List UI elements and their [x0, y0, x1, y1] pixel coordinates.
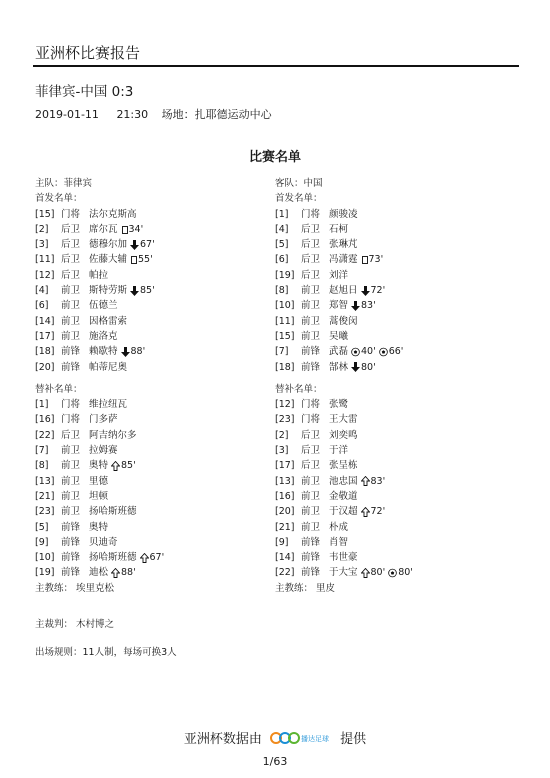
player-event-sub-out [351, 360, 376, 375]
player-position: 后卫 [61, 254, 81, 266]
player-position: 前锋 [301, 346, 321, 358]
player-position: 前卫 [301, 315, 321, 327]
player-event-sub-out [130, 237, 155, 252]
player-number: [10] [35, 552, 55, 564]
footer-credit [0, 728, 550, 750]
substituted-in-arrow-icon [361, 476, 370, 486]
substituted-in-arrow-icon [361, 568, 370, 578]
player-row [35, 520, 164, 535]
substituted-out-arrow-icon [351, 362, 360, 372]
player-number: [2] [35, 223, 49, 235]
player-row [275, 222, 413, 237]
player-name: 伍德兰 [89, 300, 118, 312]
player-name: 韦世豪 [329, 552, 358, 564]
page-number: 1/63 [262, 755, 288, 768]
player-event-sub-out [121, 344, 146, 359]
match-rules: 出场规则：11人制，每场可换3人 [35, 647, 177, 658]
player-row [35, 268, 164, 283]
player-name: 武磊 [329, 346, 349, 358]
player-row [35, 412, 164, 427]
header-divider [33, 65, 519, 67]
player-number: [19] [35, 567, 55, 579]
player-name: 扬哈斯班德 [89, 506, 137, 518]
player-name: 冯潇霆 [329, 254, 358, 266]
player-name: 王大雷 [329, 414, 358, 426]
player-number: [4] [275, 223, 289, 235]
player-event-yellow-card [361, 252, 384, 267]
player-number: [6] [275, 254, 289, 266]
player-number: [18] [275, 361, 295, 373]
player-event-sub-in [111, 565, 136, 580]
player-position: 前卫 [61, 315, 81, 327]
home-team-column [35, 176, 164, 596]
player-name: 奥特 [89, 521, 109, 533]
player-position: 前卫 [301, 285, 321, 297]
event-minute: 85' [121, 460, 136, 472]
player-name: 蒿俊闵 [329, 315, 358, 327]
player-name: 拉姆赛 [89, 445, 118, 457]
player-row [275, 207, 413, 222]
player-position: 前锋 [301, 567, 321, 579]
player-row [35, 489, 164, 504]
away-team-column [275, 176, 413, 596]
player-position: 前锋 [61, 346, 81, 358]
yellow-card-icon [131, 256, 137, 264]
away-starters-label: 首发名单： [275, 193, 323, 205]
player-number: [15] [275, 330, 295, 342]
player-row [275, 428, 413, 443]
player-number: [13] [275, 475, 295, 487]
player-number: [14] [275, 552, 295, 564]
player-row [275, 565, 413, 580]
match-meta [35, 106, 282, 122]
player-position: 前锋 [61, 536, 81, 548]
referee: 主裁判： 木村博之 [35, 619, 115, 630]
player-position: 后卫 [61, 269, 81, 281]
player-position: 后卫 [301, 460, 321, 472]
player-number: [12] [35, 269, 55, 281]
player-row [35, 504, 164, 519]
player-name: 吴曦 [329, 330, 349, 342]
player-name: 赖歇特 [89, 346, 118, 358]
player-number: [22] [275, 567, 295, 579]
player-name: 于洋 [329, 445, 349, 457]
away-starters-list [275, 207, 413, 375]
player-number: [17] [275, 460, 295, 472]
player-row [35, 252, 164, 267]
player-row [35, 207, 164, 222]
player-row [35, 428, 164, 443]
player-number: [6] [35, 300, 49, 312]
event-minute: 83' [361, 300, 376, 312]
player-position: 前锋 [61, 361, 81, 373]
substituted-out-arrow-icon [121, 347, 130, 357]
player-name: 维拉纽瓦 [89, 399, 128, 411]
sponsor-logo [270, 730, 332, 750]
player-event-yellow-card [121, 222, 144, 237]
player-name: 池忠国 [329, 475, 358, 487]
player-number: [19] [275, 269, 295, 281]
player-number: [5] [275, 239, 289, 251]
player-name: 帕拉 [89, 269, 109, 281]
player-number: [20] [35, 361, 55, 373]
player-position: 前卫 [61, 475, 81, 487]
goal-ball-icon [379, 347, 388, 357]
player-row [35, 298, 164, 313]
player-position: 后卫 [61, 429, 81, 441]
player-row [275, 298, 413, 313]
player-name: 颜骏凌 [329, 208, 358, 220]
away-coach: 主教练： 里皮 [275, 582, 336, 594]
player-number: [22] [35, 429, 55, 441]
player-name: 坦顿 [89, 490, 109, 502]
player-event-goal [388, 565, 413, 580]
player-position: 后卫 [61, 239, 81, 251]
player-number: [16] [35, 414, 55, 426]
player-row [35, 360, 164, 375]
player-name: 阿吉纳尔多 [89, 429, 137, 441]
player-position: 前锋 [61, 521, 81, 533]
player-name: 门多萨 [89, 414, 118, 426]
event-minute: 67' [140, 239, 155, 251]
player-event-sub-in [361, 565, 386, 580]
player-event-sub-in [361, 474, 386, 489]
event-minute: 88' [130, 346, 146, 358]
player-name: 张琳芃 [329, 239, 358, 251]
player-position: 前卫 [301, 490, 321, 502]
player-position: 后卫 [301, 269, 321, 281]
player-row [275, 504, 413, 519]
player-row [275, 360, 413, 375]
event-minute: 66' [388, 346, 404, 358]
player-row [35, 443, 164, 458]
event-minute: 80' [370, 567, 386, 579]
player-row [275, 458, 413, 473]
away-team-label: 客队：中国 [275, 178, 323, 189]
goal-ball-icon [388, 568, 397, 578]
player-row [275, 520, 413, 535]
player-row [275, 329, 413, 344]
substituted-in-arrow-icon [140, 553, 149, 563]
player-position: 门将 [61, 208, 81, 220]
player-position: 门将 [61, 399, 81, 411]
player-number: [8] [275, 285, 289, 297]
player-row [35, 344, 164, 359]
player-position: 前卫 [301, 506, 321, 518]
player-number: [17] [35, 330, 55, 342]
player-position: 后卫 [301, 223, 321, 235]
player-position: 前锋 [61, 567, 81, 579]
player-name: 德穆尔加 [89, 239, 128, 251]
event-minute: 40' [361, 346, 376, 358]
player-row [275, 443, 413, 458]
player-number: [7] [35, 445, 49, 457]
player-number: [21] [35, 490, 55, 502]
player-row [275, 535, 413, 550]
player-number: [11] [275, 315, 295, 327]
event-minute: 88' [121, 567, 136, 579]
goal-ball-icon [351, 347, 360, 357]
match-date: 2019-01-11 [35, 108, 99, 121]
yellow-card-icon [362, 256, 368, 264]
player-name: 迪松 [89, 567, 109, 579]
player-name: 施洛克 [89, 330, 118, 342]
home-starters-label: 首发名单： [35, 193, 83, 205]
player-name: 刘奕鸣 [329, 429, 358, 441]
footer-text-before: 亚洲杯数据由 [183, 732, 262, 747]
home-starters-list [35, 207, 164, 375]
player-position: 前锋 [301, 361, 321, 373]
home-subs-list [35, 397, 164, 581]
player-number: [23] [35, 506, 55, 518]
player-position: 门将 [301, 208, 321, 220]
player-position: 前卫 [301, 330, 321, 342]
player-event-sub-out [361, 283, 386, 298]
substituted-out-arrow-icon [361, 286, 370, 296]
event-minute: 34' [128, 223, 144, 235]
player-name: 帕蒂尼奥 [89, 361, 128, 373]
player-number: [14] [35, 315, 55, 327]
player-name: 肖智 [329, 536, 349, 548]
player-event-sub-in [140, 550, 165, 565]
player-name: 郑智 [329, 300, 349, 312]
match-title: 菲律宾-中国 0:3 [35, 84, 134, 100]
footer-text-after: 提供 [340, 732, 367, 747]
player-event-goal [351, 344, 376, 359]
player-row [275, 268, 413, 283]
player-position: 前锋 [61, 552, 81, 564]
event-minute: 85' [140, 285, 155, 297]
player-position: 前卫 [61, 300, 81, 312]
event-minute: 73' [368, 254, 384, 266]
player-number: [16] [275, 490, 295, 502]
player-position: 后卫 [301, 445, 321, 457]
player-name: 法尔克斯高 [89, 208, 137, 220]
player-event-sub-in [111, 458, 136, 473]
player-position: 前卫 [61, 285, 81, 297]
player-row [275, 344, 413, 359]
player-position: 前卫 [61, 330, 81, 342]
player-name: 朴成 [329, 521, 349, 533]
substituted-out-arrow-icon [351, 301, 360, 311]
player-name: 扬哈斯班德 [89, 552, 137, 564]
player-row [35, 237, 164, 252]
substituted-out-arrow-icon [130, 240, 139, 250]
player-number: [7] [275, 346, 289, 358]
player-position: 前卫 [61, 445, 81, 457]
player-position: 门将 [301, 399, 321, 411]
player-name: 刘洋 [329, 269, 349, 281]
player-row [35, 565, 164, 580]
player-name: 于大宝 [329, 567, 358, 579]
player-position: 前卫 [301, 475, 321, 487]
player-row [35, 222, 164, 237]
player-name: 席尔瓦 [89, 223, 118, 235]
event-minute: 72' [370, 506, 386, 518]
player-name: 因格雷索 [89, 315, 128, 327]
home-coach: 主教练： 埃里克松 [35, 582, 115, 594]
player-name: 佐藤大辅 [89, 254, 128, 266]
player-number: [11] [35, 254, 55, 266]
player-row [35, 397, 164, 412]
player-row [275, 252, 413, 267]
player-event-sub-out [351, 298, 376, 313]
player-row [35, 550, 164, 565]
substituted-in-arrow-icon [111, 568, 120, 578]
player-number: [20] [275, 506, 295, 518]
away-subs-label: 替补名单： [275, 383, 323, 395]
player-row [35, 314, 164, 329]
match-venue: 场地：扎耶德运动中心 [161, 108, 272, 121]
player-number: [13] [35, 475, 55, 487]
player-number: [1] [275, 208, 289, 220]
player-name: 赵旭日 [329, 285, 358, 297]
player-row [275, 283, 413, 298]
player-number: [9] [275, 536, 289, 548]
player-row [275, 412, 413, 427]
substituted-in-arrow-icon [111, 461, 120, 471]
player-row [275, 489, 413, 504]
player-number: [1] [35, 399, 49, 411]
event-minute: 80' [361, 361, 376, 373]
player-name: 贝迪奇 [89, 536, 118, 548]
player-name: 张鹭 [329, 399, 349, 411]
substituted-out-arrow-icon [130, 286, 139, 296]
player-row [35, 458, 164, 473]
sponsor-logo-text: 播达足球 [301, 734, 329, 743]
player-position: 后卫 [301, 429, 321, 441]
event-minute: 55' [138, 254, 153, 266]
player-position: 前卫 [61, 460, 81, 472]
player-row [275, 314, 413, 329]
player-event-goal [379, 344, 404, 359]
player-event-yellow-card [130, 252, 153, 267]
player-position: 门将 [61, 414, 81, 426]
player-event-sub-in [361, 504, 386, 519]
player-number: [12] [275, 399, 295, 411]
away-subs-list [275, 397, 413, 581]
player-position: 前锋 [301, 536, 321, 548]
player-number: [8] [35, 460, 49, 472]
player-name: 郜林 [329, 361, 349, 373]
player-row [35, 283, 164, 298]
home-team-label: 主队：菲律宾 [35, 178, 93, 189]
player-name: 斯特劳斯 [89, 285, 128, 297]
player-row [35, 535, 164, 550]
player-number: [4] [35, 285, 49, 297]
player-position: 前锋 [301, 552, 321, 564]
player-row [275, 397, 413, 412]
player-row [275, 474, 413, 489]
player-name: 于汉超 [329, 506, 358, 518]
player-position: 门将 [301, 414, 321, 426]
player-number: [9] [35, 536, 49, 548]
report-title: 亚洲杯比赛报告 [35, 44, 141, 62]
event-minute: 83' [370, 475, 386, 487]
match-time: 21:30 [116, 108, 149, 121]
player-row [35, 474, 164, 489]
yellow-card-icon [122, 226, 128, 234]
section-title: 比赛名单 [248, 150, 301, 165]
player-number: [3] [275, 445, 289, 457]
event-minute: 80' [398, 567, 413, 579]
player-name: 金敬道 [329, 490, 358, 502]
player-name: 张呈栋 [329, 460, 358, 472]
player-number: [10] [275, 300, 295, 312]
player-number: [15] [35, 208, 55, 220]
player-name: 石柯 [329, 223, 349, 235]
player-position: 后卫 [301, 239, 321, 251]
player-number: [2] [275, 429, 289, 441]
player-position: 前卫 [61, 490, 81, 502]
player-row [275, 550, 413, 565]
player-name: 奥特 [89, 460, 109, 472]
player-event-sub-out [130, 283, 155, 298]
event-minute: 67' [149, 552, 165, 564]
player-position: 前卫 [301, 521, 321, 533]
player-number: [5] [35, 521, 49, 533]
player-position: 前卫 [61, 506, 81, 518]
player-name: 里德 [89, 475, 109, 487]
event-minute: 72' [370, 285, 386, 297]
player-number: [21] [275, 521, 295, 533]
player-row [275, 237, 413, 252]
player-number: [23] [275, 414, 295, 426]
player-row [35, 329, 164, 344]
player-position: 前卫 [301, 300, 321, 312]
player-position: 后卫 [301, 254, 321, 266]
substituted-in-arrow-icon [361, 507, 370, 517]
player-position: 后卫 [61, 223, 81, 235]
player-number: [18] [35, 346, 55, 358]
home-subs-label: 替补名单： [35, 383, 83, 395]
player-number: [3] [35, 239, 49, 251]
